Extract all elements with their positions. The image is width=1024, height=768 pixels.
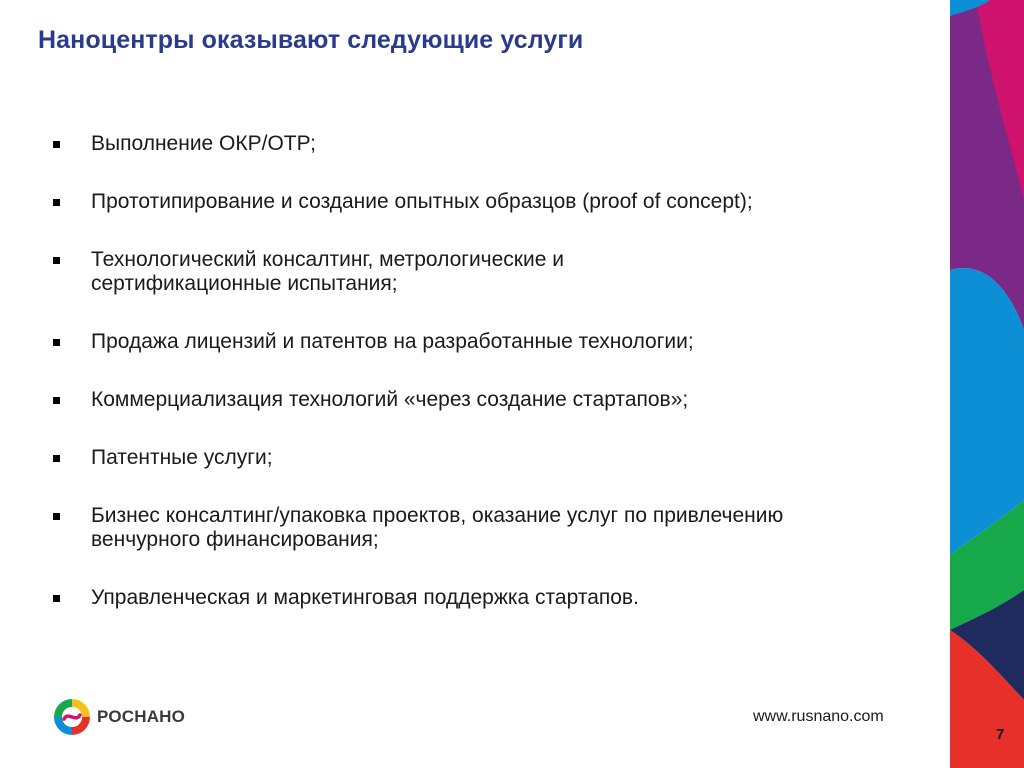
list-item-text: Выполнение ОКР/ОТР; xyxy=(91,132,317,155)
square-bullet-icon xyxy=(53,397,60,404)
page-number: 7 xyxy=(996,726,1005,743)
list-item xyxy=(52,388,932,412)
list-item-text: Коммерциализация технологий «через создание стартапов»; xyxy=(91,388,689,411)
list-item xyxy=(52,586,932,610)
list-item xyxy=(52,446,932,470)
rusnano-logo-icon xyxy=(52,697,92,737)
list-item-text: Продажа лицензий и патентов на разработанные технологии; xyxy=(91,330,694,353)
website-link[interactable]: www.rusnano.com xyxy=(753,708,884,725)
list-item-text: Патентные услуги; xyxy=(91,446,273,469)
services-list xyxy=(52,132,932,644)
list-item xyxy=(52,190,932,214)
square-bullet-icon xyxy=(53,199,60,206)
square-bullet-icon xyxy=(53,339,60,346)
list-item-text: Бизнес консалтинг/упаковка проектов, оказание услуг по привлечению венчурного финансирования; xyxy=(91,504,784,551)
square-bullet-icon xyxy=(53,257,60,264)
list-item xyxy=(52,248,691,296)
list-item xyxy=(52,330,932,354)
slide-title: Наноцентры оказывают следующие услуги xyxy=(38,26,584,54)
list-item-text: Технологический консалтинг, метрологические и сертификационные испытания; xyxy=(91,248,564,295)
list-item-text: Прототипирование и создание опытных образцов (proof of concept); xyxy=(91,190,753,213)
square-bullet-icon xyxy=(53,513,60,520)
decorative-side-band xyxy=(950,0,1024,768)
logo-text: РОСНАНО xyxy=(97,707,186,726)
square-bullet-icon xyxy=(53,141,60,148)
list-item-text: Управленческая и маркетинговая поддержка стартапов. xyxy=(91,586,639,609)
list-item xyxy=(52,504,791,552)
square-bullet-icon xyxy=(53,595,60,602)
list-item xyxy=(52,132,811,156)
rusnano-logo[interactable] xyxy=(52,697,185,737)
square-bullet-icon xyxy=(53,455,60,462)
